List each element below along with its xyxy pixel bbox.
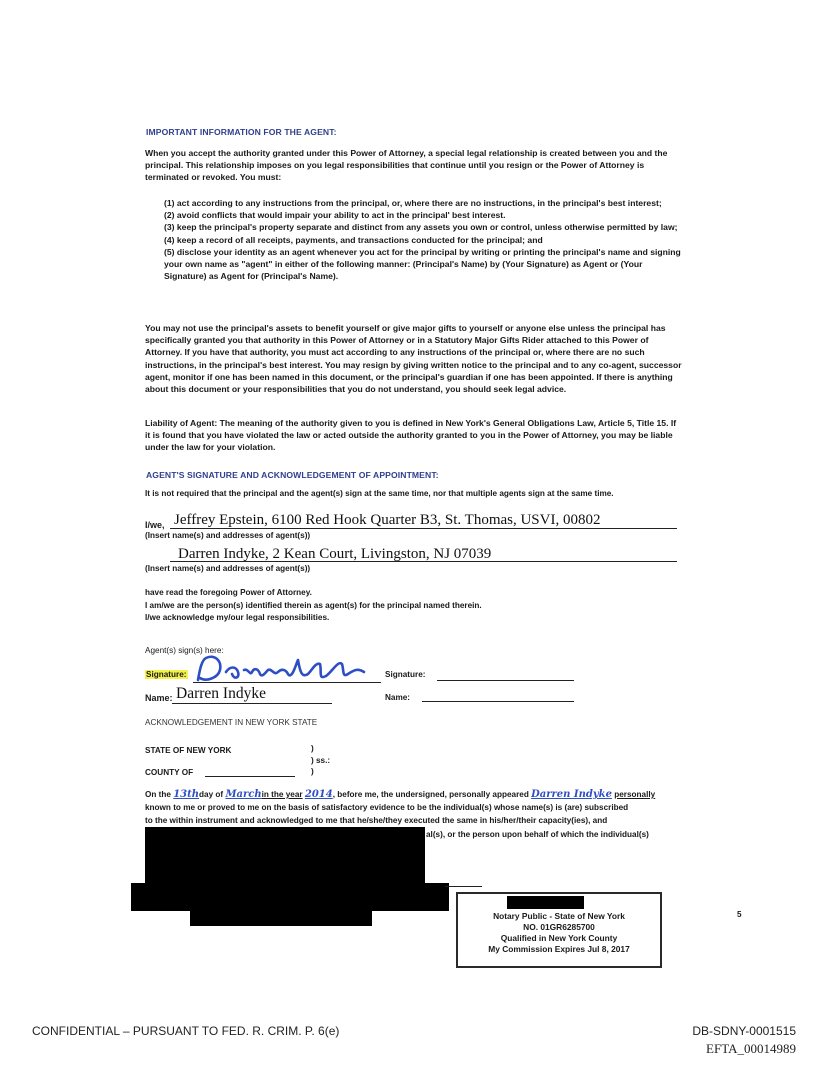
iwe-prefix: I/we, [145, 520, 165, 530]
ack-line-4: al(s), or the person upon behalf of which the individual(s) [426, 830, 649, 839]
agent-line-1-underline [170, 528, 677, 529]
name-line-1 [172, 703, 332, 704]
signature-label-1-text: Signature: [146, 670, 187, 679]
stamp-line: NO. 01GR6285700 [523, 922, 595, 932]
duty-item: (2) avoid conflicts that would impair your ability to act in the principal' best interest. [164, 210, 506, 221]
notary-stamp [456, 892, 662, 968]
page-number: 5 [737, 910, 742, 919]
ack-line-1 [145, 789, 685, 800]
on-the-text: On the [145, 790, 171, 799]
county-label: COUNTY OF [145, 768, 194, 777]
stamp-line: Qualified in New York County [500, 933, 618, 943]
venue-paren-3: ) [311, 767, 314, 776]
agent-info-intro: When you accept the authority granted under this Power of Attorney, a special legal relationship is created between you and the principal. This relationship imposes on you legal responsibilities that continue until you resign or the Power of Attorney is terminated or revoked. You must: [145, 148, 668, 183]
statement-line: I am/we are the person(s) identified therein as agent(s) for the principal named therein. [145, 600, 482, 610]
venue-paren-1: ) [311, 744, 314, 753]
redaction-block [145, 827, 425, 885]
name-label-2: Name: [385, 693, 411, 702]
state-label: STATE OF NEW YORK [145, 746, 232, 755]
agent-line-1: Jeffrey Epstein, 6100 Red Hook Quarter B3, St. Thomas, USVI, 00802 [174, 512, 601, 528]
duty-item: (5) disclose your identity as an agent whenever you act for the principal by writing or printing the principal's name and signing your own name as "agent" in either of the following manner: (Principal's Name) by (Your Signature) as Agent or (Your Signature) as Agent for (Principal's Name). [164, 246, 681, 282]
notary-signature-line [445, 886, 482, 887]
year-handwritten: 2014 [304, 789, 333, 800]
in-the-year-text: in the year [261, 790, 303, 799]
venue-ss: ) ss.: [311, 756, 331, 765]
month-handwritten: March [225, 789, 262, 800]
acknowledgement-note: It is not required that the principal and the agent(s) sign at the same time, nor that multiple agents sign at the same time. [145, 489, 614, 498]
before-me-text: , before me, the undersigned, personally appeared [332, 790, 529, 799]
statement-line: I/we acknowledge my/our legal responsibilities. [145, 613, 330, 622]
redaction-block [190, 909, 372, 926]
agent-statements [145, 587, 482, 625]
confidential-footer: CONFIDENTIAL – PURSUANT TO FED. R. CRIM. P. 6(e) [32, 1024, 340, 1038]
signature-label-1 [145, 670, 188, 679]
duties-list [164, 197, 683, 282]
duty-item: (3) keep the principal's property separate and distinct from any assets you own or control, unless otherwise permitted by law; [164, 222, 678, 233]
insert-label-2: (Insert name(s) and addresses of agent(s)) [145, 564, 311, 573]
gifts-paragraph: You may not use the principal's assets to benefit yourself or give major gifts to yourself or anyone else unless the principal has specifically granted you that authority in this Power of Attorney or in a Statutory Major Gifts Rider attached to this Power of Attorney. If you have that authority, you must act according to any instructions of the principal or, where there are no such instructions, in the principal's best interest. You may resign by giving written notice to the principal and to any co-agent, successor agent, monitor if one has been named in this document, or the principal's guardian if one has been appointed. If there is anything about this document or your responsibilities that you do not understand, you should seek legal advice. [145, 323, 682, 395]
county-line [205, 776, 295, 777]
bates-number: DB-SDNY-0001515 [692, 1024, 796, 1038]
acknowledgement-heading: AGENT'S SIGNATURE AND ACKNOWLEDGEMENT OF APPOINTMENT: [146, 470, 439, 480]
agent-info-heading: IMPORTANT INFORMATION FOR THE AGENT: [146, 127, 337, 137]
agent-handwritten-signature [192, 650, 384, 690]
duty-item: (4) keep a record of all receipts, payments, and transactions conducted for the principal; and [164, 234, 543, 245]
insert-label-1: (Insert name(s) and addresses of agent(s)) [145, 531, 311, 540]
sign-here-label: Agent(s) sign(s) here: [145, 646, 224, 655]
stamp-line: My Commission Expires Jul 8, 2017 [488, 944, 630, 954]
ack-line-3: to the within instrument and acknowledged to me that he/she/they executed the same in his/her/their capacity(ies), and [145, 816, 608, 825]
day-of-text: day of [199, 790, 224, 799]
appeared-handwritten: Darren Indyke [531, 789, 612, 800]
ny-ack-heading: ACKNOWLEDGEMENT IN NEW YORK STATE [145, 718, 318, 727]
liability-paragraph: Liability of Agent: The meaning of the authority given to you is defined in New York's General Obligations Law, Article 5, Title 15. If it is found that you have violated the law or acted outside the authority granted to you in the Power of Attorney, you may be liable under the law for your violation. [145, 418, 677, 453]
agent-line-2: Darren Indyke, 2 Kean Court, Livingston, NJ 07039 [178, 546, 492, 562]
name-line-2 [422, 701, 574, 702]
signature-label-2: Signature: [385, 670, 426, 679]
signature-line-2 [437, 680, 574, 681]
ack-line-2: known to me or proved to me on the basis of satisfactory evidence to be the individual(s) whose name(s) is (are) subscribed [145, 803, 629, 812]
stamp-line: Notary Public - State of New York [493, 911, 625, 921]
name-value-1: Darren Indyke [176, 685, 266, 702]
efta-number: EFTA_00014989 [706, 1041, 796, 1056]
duty-item: (1) act according to any instructions from the principal, or, where there are no instructions, in the principal's best interest; [164, 198, 662, 208]
day-handwritten: 13th [173, 789, 200, 800]
redaction-block [131, 883, 449, 911]
statement-line: have read the foregoing Power of Attorney. [145, 588, 312, 597]
signature-line-1 [193, 682, 381, 683]
personally-text: personally [614, 790, 656, 799]
name-label-1: Name: [145, 693, 173, 703]
agent-line-2-underline [170, 561, 677, 562]
